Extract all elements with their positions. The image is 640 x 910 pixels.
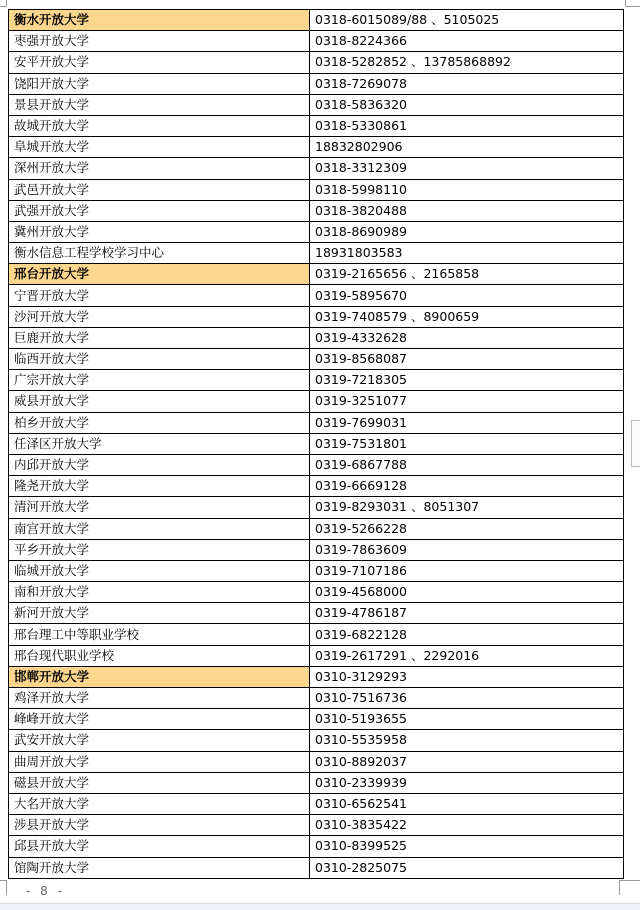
table-row	[9, 645, 624, 666]
phone-cell: 0319-7863609	[310, 539, 624, 560]
table-row	[9, 582, 624, 603]
school-name-cell: 磁县开放大学	[9, 772, 310, 793]
table-row	[9, 370, 624, 391]
table-row	[9, 539, 624, 560]
school-name-cell: 柏乡开放大学	[9, 412, 310, 433]
phone-cell: 0310-2339939	[310, 772, 624, 793]
phone-cell: 0310-7516736	[310, 688, 624, 709]
page-number: - 8 -	[26, 884, 65, 898]
table-row	[9, 815, 624, 836]
school-name-cell: 巨鹿开放大学	[9, 327, 310, 348]
phone-cell: 0319-2165656 、2165858	[310, 264, 624, 285]
table-row	[9, 391, 624, 412]
table-row	[9, 200, 624, 221]
phone-cell: 18832802906	[310, 137, 624, 158]
phone-cell: 0319-7531801	[310, 433, 624, 454]
crop-mark-top-left	[0, 0, 7, 7]
phone-cell: 0319-5266228	[310, 518, 624, 539]
table-row	[9, 243, 624, 264]
crop-mark-bottom-right	[619, 880, 640, 895]
phone-cell: 0318-5330861	[310, 115, 624, 136]
table-row-section-header	[9, 10, 624, 31]
school-name-cell: 沙河开放大学	[9, 306, 310, 327]
school-name-cell: 任泽区开放大学	[9, 433, 310, 454]
phone-cell: 0318-3820488	[310, 200, 624, 221]
school-name-cell: 武邑开放大学	[9, 179, 310, 200]
phone-cell: 0319-2617291 、2292016	[310, 645, 624, 666]
table-row	[9, 730, 624, 751]
school-name-cell: 武强开放大学	[9, 200, 310, 221]
school-name-cell: 安平开放大学	[9, 52, 310, 73]
phone-cell: 0318-5282852 、13785868892	[310, 52, 624, 73]
phone-cell: 0318-3312309	[310, 158, 624, 179]
phone-cell: 0310-8892037	[310, 751, 624, 772]
school-name-cell: 大名开放大学	[9, 793, 310, 814]
table-row	[9, 688, 624, 709]
school-name-cell: 清河开放大学	[9, 497, 310, 518]
table-row	[9, 603, 624, 624]
phone-cell: 0310-3129293	[310, 666, 624, 687]
phone-cell: 0310-5193655	[310, 709, 624, 730]
school-name-cell: 深州开放大学	[9, 158, 310, 179]
phone-cell: 0310-5535958	[310, 730, 624, 751]
school-name-cell: 衡水信息工程学校学习中心	[9, 243, 310, 264]
table-row	[9, 454, 624, 475]
table-row	[9, 73, 624, 94]
school-name-cell: 邱县开放大学	[9, 836, 310, 857]
school-name-cell: 新河开放大学	[9, 603, 310, 624]
phone-cell: 0319-4786187	[310, 603, 624, 624]
table-row	[9, 836, 624, 857]
school-name-cell: 景县开放大学	[9, 94, 310, 115]
school-name-cell: 涉县开放大学	[9, 815, 310, 836]
phone-cell: 0319-7218305	[310, 370, 624, 391]
table-row	[9, 560, 624, 581]
school-name-cell: 威县开放大学	[9, 391, 310, 412]
phone-cell: 0319-7408579 、8900659	[310, 306, 624, 327]
phone-cell: 0319-3251077	[310, 391, 624, 412]
table-row	[9, 52, 624, 73]
phone-cell: 0318-5998110	[310, 179, 624, 200]
phone-cell: 0319-8293031 、8051307	[310, 497, 624, 518]
table-row	[9, 412, 624, 433]
phone-cell: 0319-4568000	[310, 582, 624, 603]
school-name-cell: 隆尧开放大学	[9, 476, 310, 497]
phone-cell: 0319-6669128	[310, 476, 624, 497]
school-name-cell: 邢台理工中等职业学校	[9, 624, 310, 645]
crop-mark-top-right	[625, 0, 640, 7]
school-name-cell: 临西开放大学	[9, 349, 310, 370]
contact-table-body	[9, 10, 624, 879]
table-row	[9, 476, 624, 497]
school-name-cell: 宁晋开放大学	[9, 285, 310, 306]
table-row	[9, 857, 624, 878]
table-row	[9, 179, 624, 200]
table-row	[9, 518, 624, 539]
phone-cell: 0318-6015089/88 、5105025	[310, 10, 624, 31]
phone-cell: 0319-7699031	[310, 412, 624, 433]
phone-cell: 0310-2825075	[310, 857, 624, 878]
phone-cell: 0319-8568087	[310, 349, 624, 370]
phone-cell: 0319-7107186	[310, 560, 624, 581]
table-row	[9, 94, 624, 115]
scrollbar-handle[interactable]	[631, 420, 640, 467]
table-row	[9, 433, 624, 454]
contact-table	[8, 9, 624, 879]
school-name-cell: 峰峰开放大学	[9, 709, 310, 730]
crop-mark-bottom-left	[0, 880, 7, 895]
table-row	[9, 751, 624, 772]
table-row	[9, 115, 624, 136]
table-row	[9, 158, 624, 179]
school-name-cell: 鸡泽开放大学	[9, 688, 310, 709]
school-name-cell: 南宫开放大学	[9, 518, 310, 539]
table-row	[9, 772, 624, 793]
school-name-cell: 冀州开放大学	[9, 221, 310, 242]
phone-cell: 0319-6867788	[310, 454, 624, 475]
school-name-cell: 平乡开放大学	[9, 539, 310, 560]
table-row	[9, 793, 624, 814]
school-name-cell: 广宗开放大学	[9, 370, 310, 391]
table-row	[9, 349, 624, 370]
school-name-cell: 衡水开放大学	[9, 10, 310, 31]
school-name-cell: 邢台现代职业学校	[9, 645, 310, 666]
table-row	[9, 497, 624, 518]
phone-cell: 0319-5895670	[310, 285, 624, 306]
table-row	[9, 624, 624, 645]
phone-cell: 0318-8690989	[310, 221, 624, 242]
phone-cell: 0318-8224366	[310, 31, 624, 52]
school-name-cell: 故城开放大学	[9, 115, 310, 136]
school-name-cell: 阜城开放大学	[9, 137, 310, 158]
school-name-cell: 武安开放大学	[9, 730, 310, 751]
phone-cell: 0310-6562541	[310, 793, 624, 814]
school-name-cell: 临城开放大学	[9, 560, 310, 581]
school-name-cell: 曲周开放大学	[9, 751, 310, 772]
table-row-section-header	[9, 264, 624, 285]
status-bar-strip	[0, 903, 640, 910]
school-name-cell: 饶阳开放大学	[9, 73, 310, 94]
school-name-cell: 枣强开放大学	[9, 31, 310, 52]
school-name-cell: 南和开放大学	[9, 582, 310, 603]
school-name-cell: 内邱开放大学	[9, 454, 310, 475]
phone-cell: 0319-4332628	[310, 327, 624, 348]
school-name-cell: 邢台开放大学	[9, 264, 310, 285]
phone-cell: 0318-7269078	[310, 73, 624, 94]
table-row	[9, 31, 624, 52]
phone-cell: 0310-8399525	[310, 836, 624, 857]
table-row	[9, 137, 624, 158]
school-name-cell: 馆陶开放大学	[9, 857, 310, 878]
table-row	[9, 306, 624, 327]
school-name-cell: 邯郸开放大学	[9, 666, 310, 687]
table-row-section-header	[9, 666, 624, 687]
phone-cell: 18931803583	[310, 243, 624, 264]
table-row	[9, 327, 624, 348]
phone-cell: 0319-6822128	[310, 624, 624, 645]
phone-cell: 0310-3835422	[310, 815, 624, 836]
phone-cell: 0318-5836320	[310, 94, 624, 115]
table-row	[9, 285, 624, 306]
table-row	[9, 709, 624, 730]
table-row	[9, 221, 624, 242]
